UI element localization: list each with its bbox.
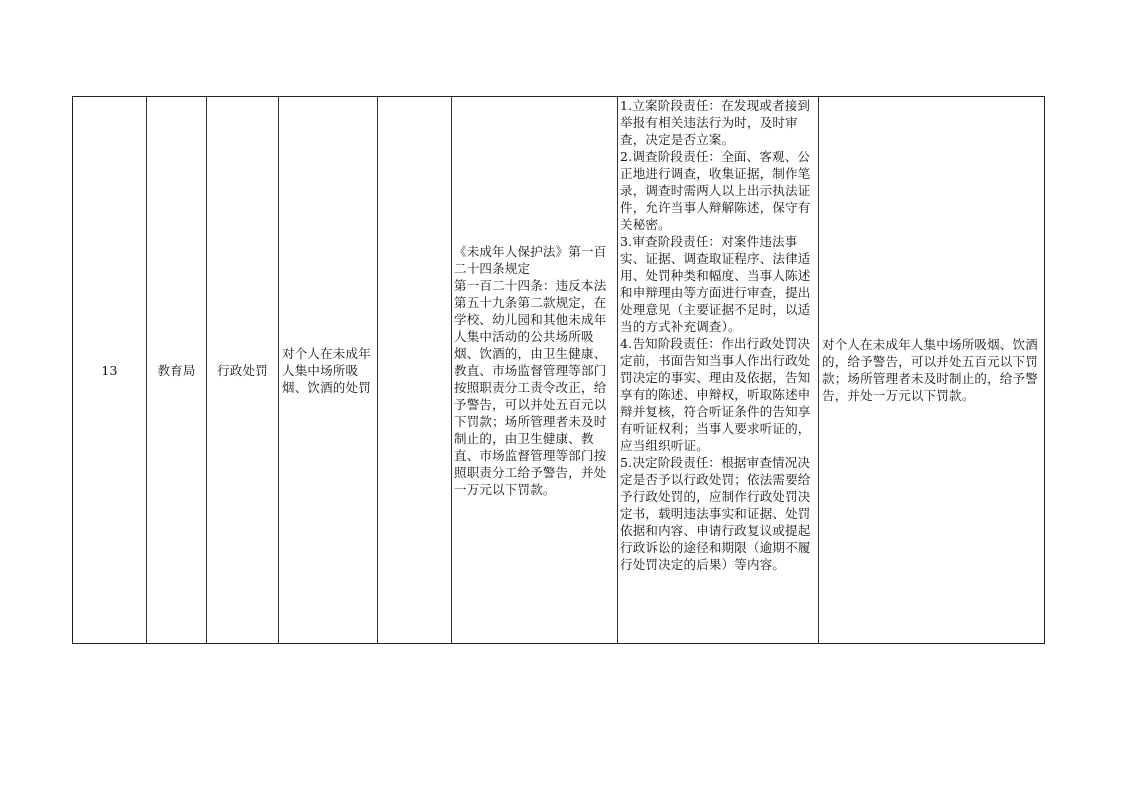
cell-power-type <box>207 97 279 643</box>
cell-remarks <box>819 97 1044 643</box>
cell-responsibility <box>618 97 819 643</box>
cell-sub-item <box>378 97 452 643</box>
department-name: 教育局 <box>157 362 196 378</box>
responsibility-text: 1.立案阶段责任：在发现或者接到举报有相关违法行为时，及时审查，决定是否立案。 2.调查阶段责任：全面、客观、公正地进行调查，收集证据，制作笔录，调查时需两人以上出示执法证件，允许当事人辩解陈述，保守有关秘密。 3.审查阶段责任：对案件违法事实、证据、调查取证程序、法律适用、处罚种类和幅度、当事人陈述和申辩理由等方面进行审查，提出处理意见（主要证据不足时，以适当的方式补充调查）。 4.告知阶段责任：作出行政处罚决定前，书面告知当事人作出行政处罚决定的事实、理由及依据，告知享有的陈述、申辩权，听取陈述申辩并复核，符合听证条件的告知享有听证权利；当事人要求听证的，应当组织听证。 5.决定阶段责任：根据审查情况决定是否予以行政处罚；依法需要给予行政处罚的，应制作行政处罚决定书，载明违法事实和证据、处罚依据和内容、申请行政复议或提起行政诉讼的途径和期限（逾期不履行处罚决定的后果）等内容。 <box>620 98 811 572</box>
cell-item-name <box>279 97 378 643</box>
power-list-table <box>72 96 1045 644</box>
legal-basis: 《未成年人保护法》第一百二十四条规定 第一百二十四条：违反本法第五十九条第二款规定，在学校、幼儿园和其他未成年人集中活动的公共场所吸烟、饮酒的，由卫生健康、教直、市场监督管理等部门按照职责分工责令改正，给予警告，可以并处五百元以下罚款；场所管理者未及时制止的，由卫生健康、教直、市场监督管理等部门按照职责分工给予警告，并处一万元以下罚款。 <box>454 243 607 497</box>
cell-department <box>147 97 207 643</box>
cell-legal-basis <box>452 97 618 643</box>
remarks: 对个人在未成年人集中场所吸烟、饮酒的，给予警告，可以并处五百元以下罚款；场所管理者未及时制止的，给予警告，并处一万元以下罚款。 <box>822 337 1038 403</box>
row-number: 13 <box>101 362 118 378</box>
item-name: 对个人在未成年人集中场所吸烟、饮酒的处罚 <box>282 345 371 395</box>
power-type: 行政处罚 <box>217 362 268 378</box>
cell-number <box>73 97 147 643</box>
